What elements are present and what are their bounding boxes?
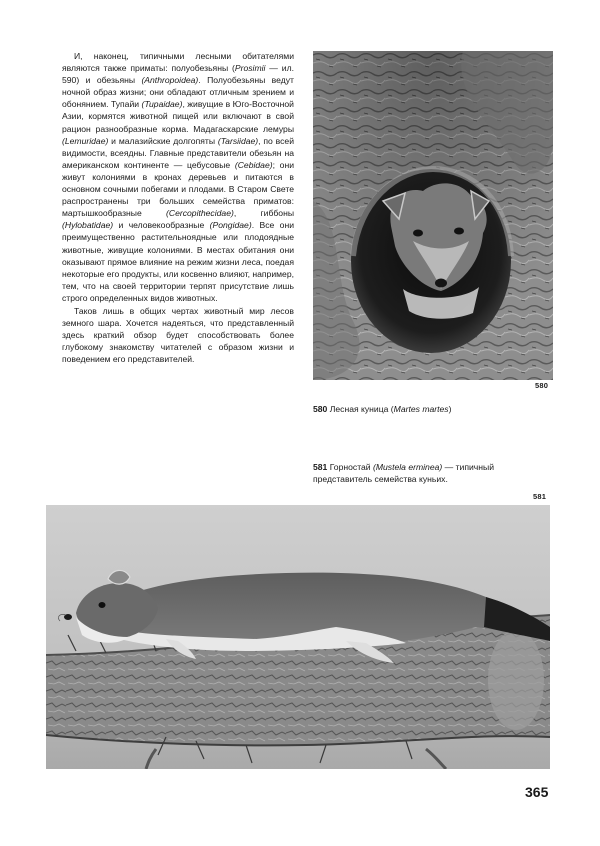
text-run: ; они живут колониями в кронах деревьев и питаются в основном сочными побегами и плодами. В Старом Свете распространены три больших семейства приматов: мартышкообразные (62, 159, 294, 219)
caption-species: Martes martes (393, 404, 449, 414)
latin-name: (Hylobatidae) (62, 220, 114, 231)
latin-name: (Tarsiidae) (217, 135, 259, 146)
latin-name: (Pongidae) (209, 220, 252, 231)
latin-name: (Cercopithecidae) (166, 208, 234, 219)
caption-text: — типичный представитель семейства куньих. (313, 462, 495, 484)
figure-number-581: 581 (533, 492, 547, 501)
text-run: , живущие в Юго-Восточной Азии, кормятся животной пищей или включают в свой рацион разнообразные корма. Мадагаскарские лемуры (62, 99, 294, 134)
caption-581 (313, 461, 553, 485)
text-run: . Полуобезьяны ведут ночной образ жизни; они обладают отличным зрением и обонянием. Тупайи (62, 75, 294, 110)
caption-species: (Mustela erminea) (373, 462, 443, 472)
caption-text: ) (448, 404, 452, 414)
latin-name: (Tupaidae) (141, 99, 183, 110)
body-paragraph-1 (62, 50, 294, 304)
text-run: и малазийские долгопяты (108, 135, 218, 146)
stoat-photo (46, 505, 550, 769)
latin-name: (Cebidae) (234, 159, 273, 170)
caption-number: 581 (313, 462, 328, 472)
caption-text: Лесная куница ( (327, 404, 394, 414)
latin-name: (Lemuridae) (62, 135, 109, 146)
page-number: 365 (525, 784, 549, 800)
latin-name: (Anthropoidea) (141, 75, 199, 86)
caption-580 (313, 403, 553, 415)
text-run: . Все они преимущественно растительноядные или плодоядные животные, живущие колониями. В местах обитания они оказывают прямое влияние на режим жизни леса, поедая некоторые его продукты, или косвенно влияют, например, тем, что на своей территории терпят присутствие лишь строго определенных видов животных. (62, 220, 295, 303)
text-run: и человекообразные (113, 220, 210, 231)
latin-name: Prosimii (234, 63, 266, 74)
text-run: И, наконец, типичными лесными обитателями являются также приматы: полуобезьяны ( (62, 51, 294, 74)
figure-number-580: 580 (535, 381, 549, 390)
body-paragraph-2: Таков лишь в общих чертах животный мир лесов земного шара. Хочется надеяться, что представленный здесь краткий обзор будет способствовать более глубокому знакомству читателей с образом жизни и поведением его представителей. (62, 305, 294, 365)
caption-text: Горностай (327, 462, 373, 472)
text-run: — ил. 590) и обезьяны (62, 63, 294, 86)
marten-photo (313, 51, 553, 380)
text-run: , по всей видимости, всеядны. Главные представители обезьян на американском континенте — цебусовые (62, 135, 294, 170)
text-run: , гиббоны (233, 208, 294, 219)
body-text-column (62, 50, 294, 365)
caption-number: 580 (313, 404, 328, 414)
